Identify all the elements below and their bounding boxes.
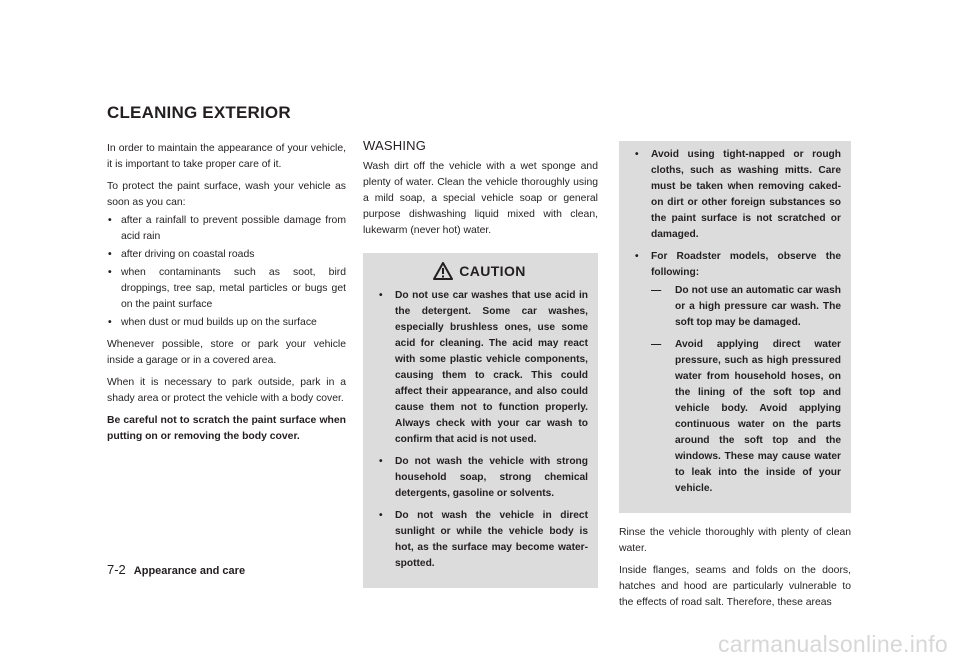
middle-column: [363, 138, 598, 588]
left-column: [107, 141, 346, 451]
protect-paragraph: To protect the paint surface, wash your vehicle as soon as you can:: [107, 181, 346, 208]
bullet-icon: •: [108, 215, 112, 226]
dash-icon: —: [651, 339, 662, 350]
list-item: — Do not use an automatic car wash or a high pressure car wash. The soft top may be damaged.: [651, 285, 841, 328]
flanges-paragraph: Inside flanges, seams and folds on the doors, hatches and hood are particularly vulnerable to the effects of road salt. Therefore, these areas: [619, 565, 851, 608]
list-item: • Do not wash the vehicle in direct sunlight or while the vehicle body is hot, as the surface may become water-spotted.: [379, 510, 588, 569]
careful-note: Be careful not to scratch the paint surface when putting on or removing the body cover.: [107, 415, 346, 442]
footer-section-name: Appearance and care: [133, 565, 246, 577]
bullet-icon: •: [635, 149, 639, 160]
caution-list: [371, 288, 588, 572]
dash-icon: —: [651, 285, 662, 296]
caution-header: [371, 262, 588, 280]
warning-triangle-icon: [433, 262, 453, 280]
page-number: 7-2: [107, 562, 126, 577]
list-item: — Avoid applying direct water pressure, such as high pressured water from household hoses, on the lining of the soft top and vehicle body. Avoid applying continuous water on the parts around the soft top and the windows. These may cause water to leak into the inside of your vehicle.: [651, 339, 841, 494]
list-item: • after driving on coastal roads: [107, 247, 346, 263]
wash-paragraph: Wash dirt off the vehicle with a wet sponge and plenty of water. Clean the vehicle thoroughly using a mild soap, a special vehicle soap or general purpose dishwashing liquid mixed with clean, lukewarm (never hot) water.: [363, 161, 598, 236]
list-item: • Do not wash the vehicle with strong household soap, strong chemical detergents, gasoline or solvents.: [379, 456, 588, 499]
list-item: • after a rainfall to prevent possible damage from acid rain: [108, 215, 346, 242]
store-paragraph: Whenever possible, store or park your vehicle inside a garage or in a covered area.: [107, 339, 346, 366]
list-item: • Do not use car washes that use acid in the detergent. Some car washes, especially brushless ones, use some acid for cleaning. The acid may react with some plastic vehicle components, causing them to crack. This could affect their appearance, and also could cause them not to function properly. Always check with your car wash to confirm that acid is not used.: [379, 290, 588, 445]
watermark: carmanualsonline.info: [717, 631, 948, 657]
bullet-icon: •: [379, 456, 383, 467]
bullet-icon: •: [635, 251, 639, 262]
roadster-list: [651, 283, 841, 497]
washing-heading: WASHING: [363, 138, 427, 153]
intro-paragraph: In order to maintain the appearance of your vehicle, it is important to take proper care of it.: [107, 143, 346, 170]
rinse-paragraph: Rinse the vehicle thoroughly with plenty of clean water.: [619, 527, 851, 554]
page-footer: [107, 562, 245, 577]
list-item: • when contaminants such as soot, bird droppings, tree sap, metal particles or bugs get on the paint surface: [108, 267, 346, 310]
bullet-icon: •: [108, 267, 112, 278]
caution-title: CAUTION: [459, 263, 526, 279]
caution-box: [363, 253, 598, 588]
caution-list-continued: [627, 147, 841, 497]
list-item: • For Roadster models, observe the following: — Do not use an automatic car wash or a high pressure car wash. The soft top may be damaged. — Avoid applying direct water pressure, such as high pressured water from household hoses, on the lining of the soft top and vehicle body. Avoid applying continuous water on the parts around the soft top and the windows. These may cause water to leak into the inside of your vehicle.: [627, 249, 841, 497]
right-column: [619, 141, 851, 617]
wash-when-list: [107, 213, 346, 331]
bullet-icon: •: [379, 510, 383, 521]
list-item: • when dust or mud builds up on the surface: [107, 315, 346, 331]
bullet-icon: •: [379, 290, 383, 301]
park-outside-paragraph: When it is necessary to park outside, park in a shady area or protect the vehicle with a body cover.: [107, 377, 346, 404]
bullet-icon: •: [108, 249, 112, 260]
caution-box-continued: [619, 141, 851, 513]
bullet-icon: •: [108, 317, 112, 328]
list-item: • Avoid using tight-napped or rough cloths, such as washing mitts. Care must be taken when removing caked-on dirt or other foreign substances so the paint surface is not scratched or damaged.: [635, 149, 841, 240]
section-title: CLEANING EXTERIOR: [107, 103, 291, 122]
